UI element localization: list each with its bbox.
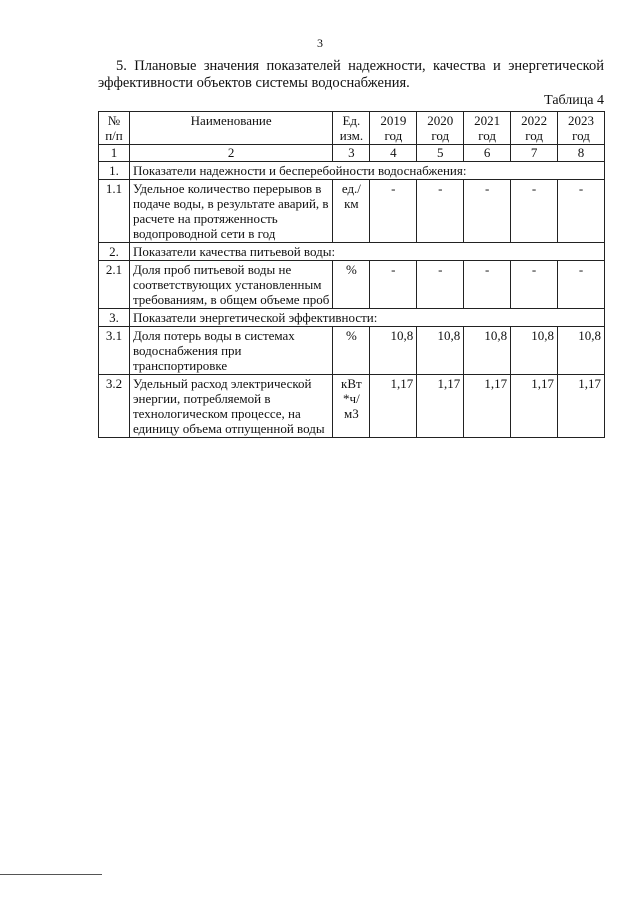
row-value: - (417, 261, 464, 309)
row-value: 1,17 (370, 375, 417, 438)
section-number: 3. (99, 309, 130, 327)
row-value: - (558, 180, 605, 243)
footer-rule (0, 874, 102, 875)
table-row (99, 180, 605, 243)
section-row (99, 243, 605, 261)
column-number: 6 (464, 145, 511, 162)
column-number: 1 (99, 145, 130, 162)
column-number: 4 (370, 145, 417, 162)
column-number: 7 (511, 145, 558, 162)
row-value: 10,8 (511, 327, 558, 375)
row-unit: % (333, 261, 370, 309)
header-name: Наименование (129, 112, 332, 145)
row-value: - (464, 180, 511, 243)
table-header-row (99, 112, 605, 145)
column-number: 5 (417, 145, 464, 162)
row-number: 2.1 (99, 261, 130, 309)
section-row (99, 162, 605, 180)
header-year: 2023 год (558, 112, 605, 145)
table-row (99, 375, 605, 438)
row-value: 1,17 (558, 375, 605, 438)
heading-line-1: 5. Плановые значения показателей надежности, качества и энергетической (116, 58, 604, 74)
column-number: 3 (333, 145, 370, 162)
header-year: 2020 год (417, 112, 464, 145)
section-number: 1. (99, 162, 130, 180)
row-value: 1,17 (511, 375, 558, 438)
row-value: 10,8 (558, 327, 605, 375)
row-number: 1.1 (99, 180, 130, 243)
row-unit: кВт *ч/ м3 (333, 375, 370, 438)
row-value: - (511, 261, 558, 309)
section-number: 2. (99, 243, 130, 261)
header-year: 2022 год (511, 112, 558, 145)
indicators-table (98, 111, 605, 438)
row-name: Доля потерь воды в системах водоснабжения при транспортировке (129, 327, 332, 375)
row-name: Доля проб питьевой воды не соответствующих установленным требованиям, в общем объеме проб (129, 261, 332, 309)
row-value: - (417, 180, 464, 243)
table-row (99, 327, 605, 375)
row-value: - (464, 261, 511, 309)
row-number: 3.1 (99, 327, 130, 375)
header-unit: Ед. изм. (333, 112, 370, 145)
row-name: Удельный расход электрической энергии, потребляемой в технологическом процессе, на единицу объема отпущенной воды (129, 375, 332, 438)
column-number: 8 (558, 145, 605, 162)
row-number: 3.2 (99, 375, 130, 438)
row-name: Удельное количество перерывов в подаче воды, в результате аварий, в расчете на протяженность водопроводной сети в год (129, 180, 332, 243)
section-row (99, 309, 605, 327)
row-unit: ед./ км (333, 180, 370, 243)
header-year: 2021 год (464, 112, 511, 145)
row-unit: % (333, 327, 370, 375)
row-value: 10,8 (370, 327, 417, 375)
column-number-row (99, 145, 605, 162)
row-value: - (370, 261, 417, 309)
section-heading (98, 58, 604, 92)
row-value: 1,17 (464, 375, 511, 438)
section-title: Показатели надежности и бесперебойности водоснабжения: (129, 162, 604, 180)
table-caption: Таблица 4 (544, 93, 604, 108)
row-value: 1,17 (417, 375, 464, 438)
section-title: Показатели качества питьевой воды: (129, 243, 604, 261)
header-no: № п/п (99, 112, 130, 145)
row-value: - (370, 180, 417, 243)
row-value: - (558, 261, 605, 309)
table-row (99, 261, 605, 309)
row-value: - (511, 180, 558, 243)
header-year: 2019 год (370, 112, 417, 145)
row-value: 10,8 (464, 327, 511, 375)
section-title: Показатели энергетической эффективности: (129, 309, 604, 327)
row-value: 10,8 (417, 327, 464, 375)
page-number: 3 (317, 36, 323, 50)
heading-line-2: эффективности объектов системы водоснабжения. (98, 75, 410, 91)
column-number: 2 (129, 145, 332, 162)
